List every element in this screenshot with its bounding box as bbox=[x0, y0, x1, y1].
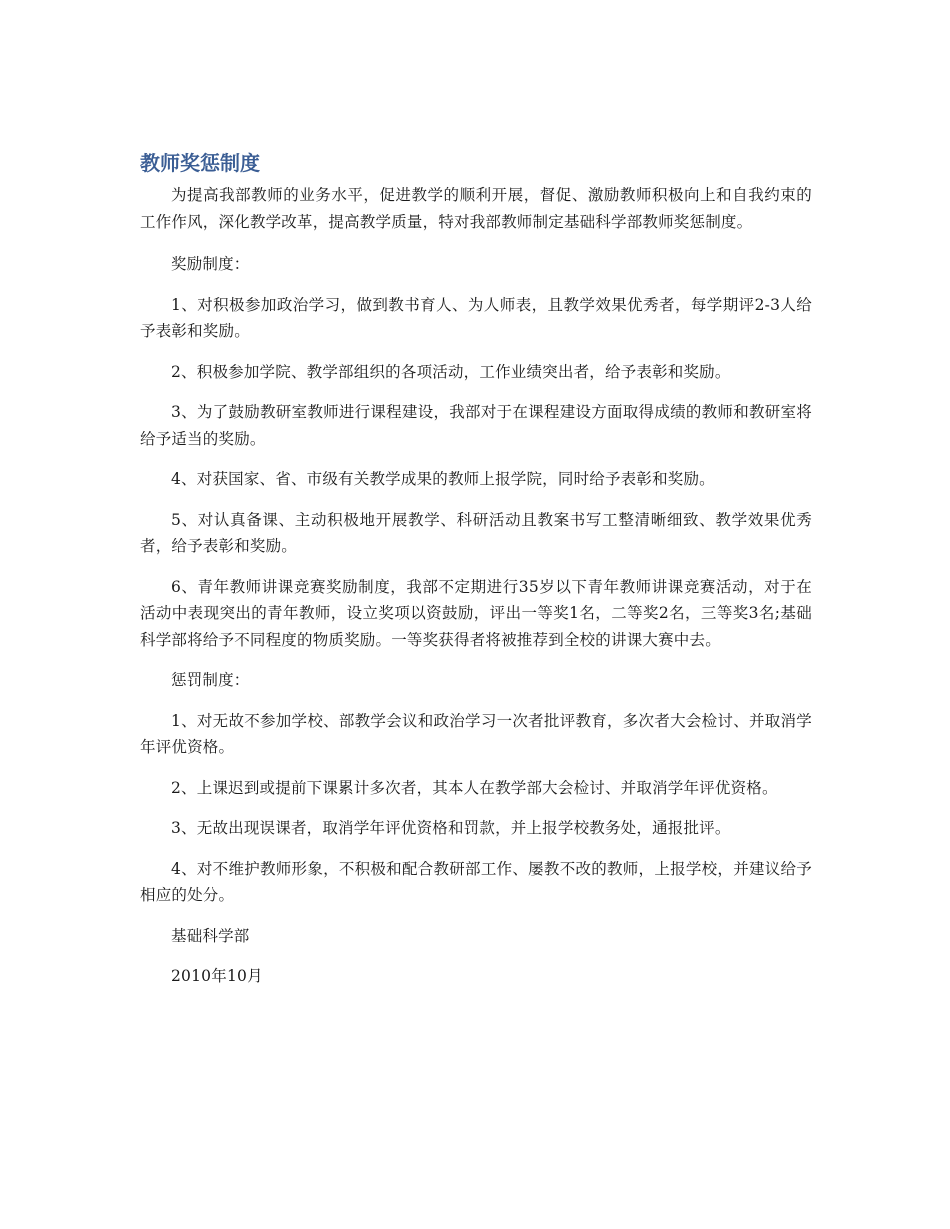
signature: 基础科学部 bbox=[171, 926, 250, 945]
document-title: 教师奖惩制度 bbox=[140, 151, 260, 175]
penalty-item-1: 1、对无故不参加学校、部教学会议和政治学习一次者批评教育，多次者大会检讨、并取消学年评优资格。 bbox=[140, 711, 812, 756]
reward-item-6: 6、青年教师讲课竞赛奖励制度，我部不定期进行35岁以下青年教师讲课竞赛活动，对于在活动中表现突出的青年教师，设立奖项以资鼓励，评出一等奖1名，二等奖2名，三等奖3名;基础科学部将给予不同程度的物质奖励。一等奖获得者将被推荐到全校的讲课大赛中去。 bbox=[140, 577, 812, 649]
reward-item-4: 4、对获国家、省、市级有关教学成果的教师上报学院，同时给予表彰和奖励。 bbox=[171, 470, 715, 488]
document-body bbox=[140, 148, 812, 1004]
reward-item-5: 5、对认真备课、主动积极地开展教学、科研活动且教案书写工整清晰细致、教学效果优秀者，给予表彰和奖励。 bbox=[140, 510, 812, 555]
reward-heading: 奖励制度： bbox=[171, 255, 250, 273]
penalty-item-4: 4、对不维护教师形象，不积极和配合教研部工作、屡教不改的教师，上报学校，并建议给予相应的处分。 bbox=[140, 859, 812, 904]
penalty-item-3: 3、无故出现误课者，取消学年评优资格和罚款，并上报学校教务处，通报批评。 bbox=[171, 819, 731, 837]
reward-item-2: 2、积极参加学院、教学部组织的各项活动，工作业绩突出者，给予表彰和奖励。 bbox=[171, 362, 731, 381]
reward-item-3: 3、为了鼓励教研室教师进行课程建设，我部对于在课程建设方面取得成绩的教师和教研室将给予适当的奖励。 bbox=[140, 403, 812, 448]
document-date: 2010年10月 bbox=[171, 967, 263, 985]
reward-item-1: 1、对积极参加政治学习，做到教书育人、为人师表，且教学效果优秀者，每学期评2-3人给予表彰和奖励。 bbox=[140, 295, 812, 340]
penalty-heading: 惩罚制度： bbox=[171, 671, 250, 689]
penalty-item-2: 2、上课迟到或提前下课累计多次者，其本人在教学部大会检讨、并取消学年评优资格。 bbox=[171, 778, 778, 797]
intro-paragraph: 为提高我部教师的业务水平，促进教学的顺利开展，督促、激励教师积极向上和自我约束的工作作风，深化教学改革，提高教学质量，特对我部教师制定基础科学部教师奖惩制度。 bbox=[140, 186, 812, 231]
